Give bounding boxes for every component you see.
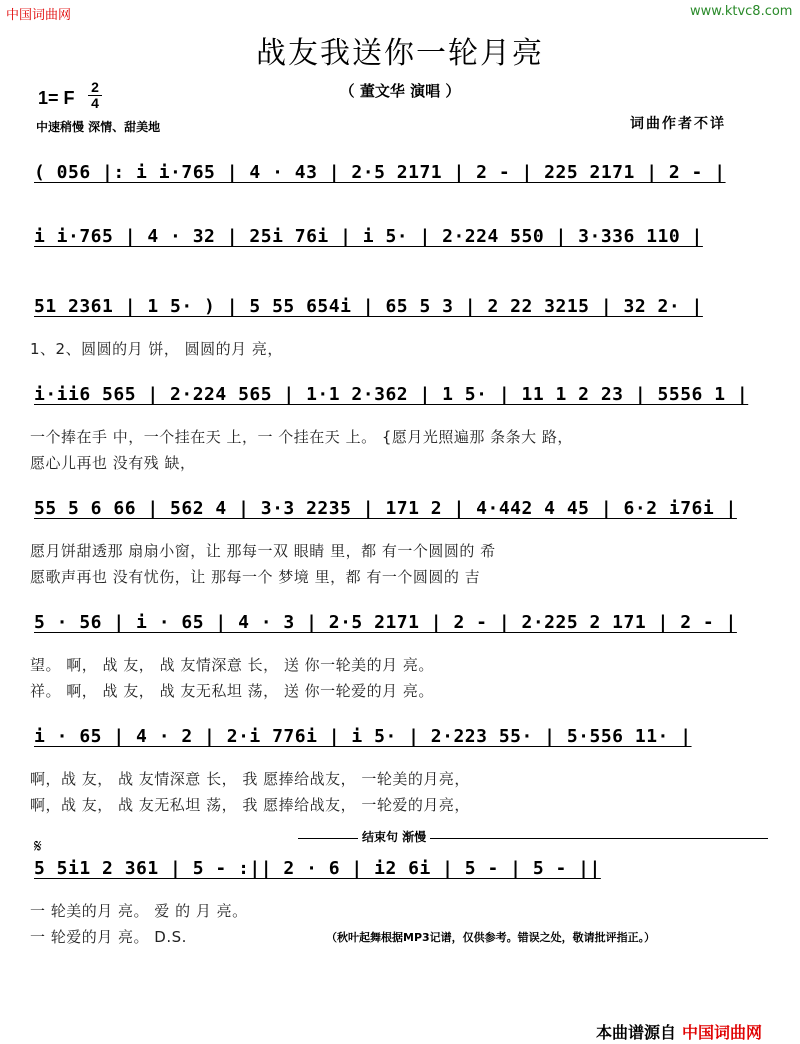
lyric-row-3-verse-1: 1、2、圆圆的月 饼， 圆圆的月 亮， [30, 340, 283, 358]
score-row-3: 51 2361 | 1 5· ) | 5 55 654i | 65 5 3 | 2 22 3215 | 32 2· | [34, 296, 703, 317]
time-sig-top: 2 [91, 79, 99, 95]
footer-site-name: 中国词曲网 [682, 1023, 763, 1042]
key-signature: 1= F [38, 88, 75, 108]
lyric-row-6-verse-1: 望。 啊， 战 友， 战 友情深意 长， 送 你一轮美的月 亮。 [30, 656, 434, 674]
score-row-7: i · 65 | 4 · 2 | 2·i 776i | i 5· | 2·223 55· | 5·556 11· | [34, 726, 692, 747]
lyric-row-5-verse-2: 愿歌声再也 没有忧伤，让 那每一个 梦境 里，都 有一个圆圆的 吉 [30, 568, 481, 586]
song-title: 战友我送你一轮月亮 [256, 36, 544, 71]
score-row-1: ( 056 |: i i·765 | 4 · 43 | 2·5 2171 | 2 - | 225 2171 | 2 - | [34, 162, 726, 183]
lyric-row-8-verse-2: 一 轮爱的月 亮。 D.S. [30, 928, 187, 946]
score-row-6: 5 · 56 | i · 65 | 4 · 3 | 2·5 2171 | 2 - | 2·225 2 171 | 2 - | [34, 612, 737, 633]
singer-credit: （ 董文华 演唱 ） [339, 82, 461, 100]
lyric-row-8-verse-1: 一 轮美的月 亮。 爱 的 月 亮。 [30, 902, 248, 920]
lyric-row-7-verse-2: 啊，战 友， 战 友无私坦 荡， 我 愿捧给战友， 一轮爱的月亮， [30, 796, 470, 814]
time-signature [88, 80, 102, 111]
lyric-row-6-verse-2: 祥。 啊， 战 友， 战 友无私坦 荡， 送 你一轮爱的月 亮。 [30, 682, 434, 700]
ending-label: 结束句 渐慢 [358, 828, 430, 845]
transcriber-note: （秋叶起舞根据MP3记谱，仅供参考。错误之处，敬请批评指正。） [326, 931, 656, 944]
score-row-8: 5 5i1 2 361 | 5 - :|| 2 · 6 | i2 6i | 5 - | 5 - || [34, 858, 601, 879]
watermark-left: 中国词曲网 [6, 8, 72, 23]
footer-source-label: 本曲谱源自 [596, 1023, 677, 1042]
score-row-5: 55 5 6 66 | 562 4 | 3·3 2235 | 171 2 | 4·442 4 45 | 6·2 i76i | [34, 498, 737, 519]
lyric-row-4-verse-2: 愿心儿再也 没有残 缺， [30, 454, 196, 472]
footer-source [596, 1020, 762, 1043]
tempo-marking: 中速稍慢 深情、甜美地 [36, 120, 161, 134]
score-row-2: i i·765 | 4 · 32 | 25i 76i | i 5· | 2·224 550 | 3·336 110 | [34, 226, 703, 247]
composer-credits: 词曲作者不详 [630, 116, 726, 132]
lyric-row-5-verse-1: 愿月饼甜透那 扇扇小窗，让 那每一双 眼睛 里，都 有一个圆圆的 希 [30, 542, 496, 560]
score-row-4: i·ii6 565 | 2·224 565 | 1·1 2·362 | 1 5· | 11 1 2 23 | 5556 1 | [34, 384, 749, 405]
time-sig-bottom: 4 [88, 95, 102, 111]
lyric-row-4-verse-1: 一个捧在手 中，一个挂在天 上，一 个挂在天 上。 {愿月光照遍那 条条大 路， [30, 428, 573, 446]
lyric-row-7-verse-1: 啊，战 友， 战 友情深意 长， 我 愿捧给战友， 一轮美的月亮， [30, 770, 470, 788]
segno-icon: 𝄋 [34, 836, 42, 857]
watermark-right: www.ktvc8.com [690, 4, 793, 19]
